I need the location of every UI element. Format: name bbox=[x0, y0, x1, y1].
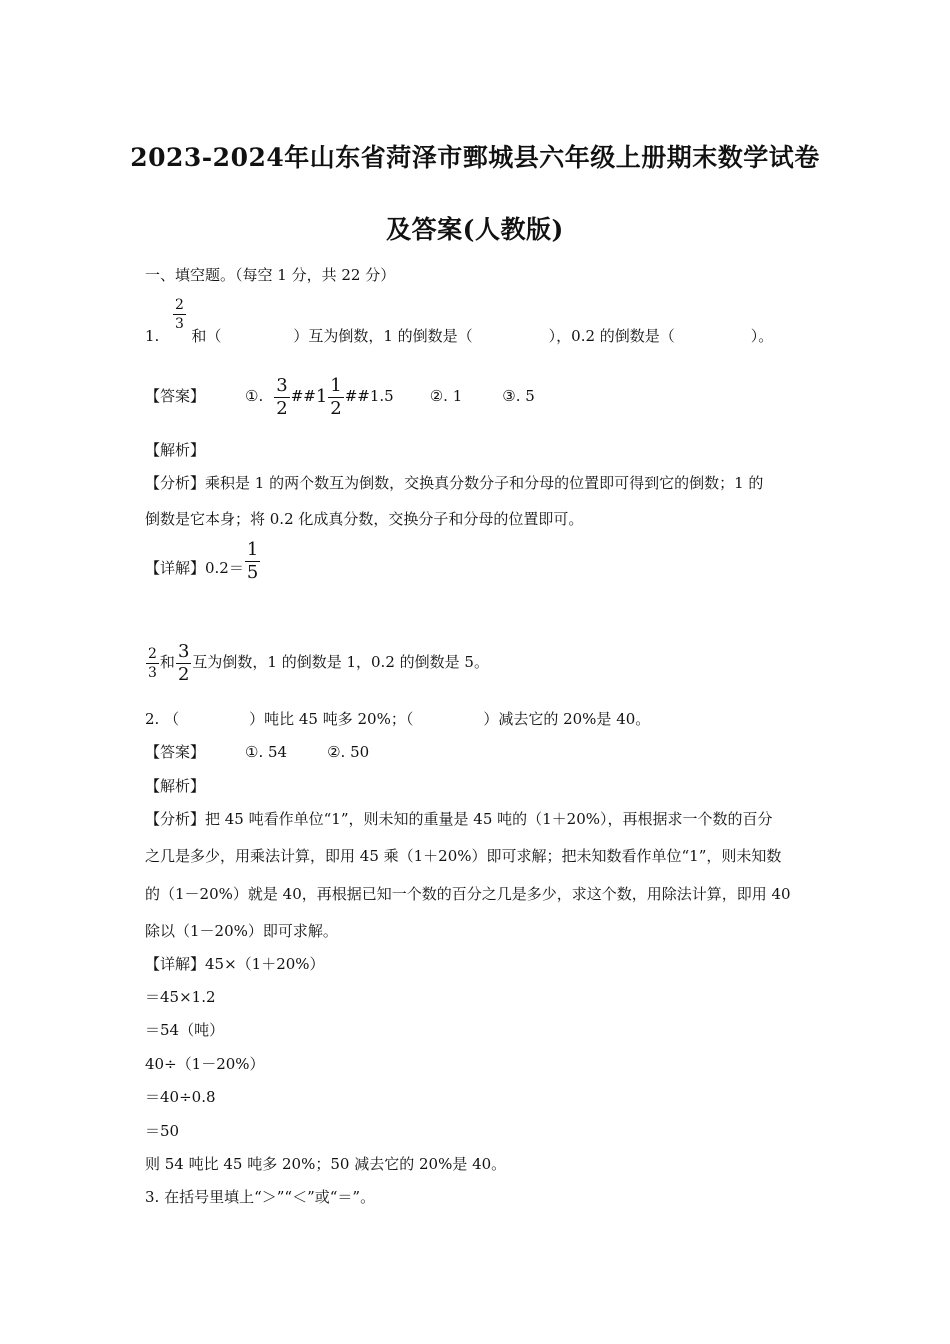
q1-conclusion-fraction-1 bbox=[146, 647, 159, 680]
question-2 bbox=[145, 709, 650, 729]
q2-detail-line: 则 54 吨比 45 吨多 20%；50 减去它的 20%是 40。 bbox=[145, 1155, 507, 1173]
q2-answer bbox=[145, 742, 369, 762]
q1-answer-mixed-denominator: 2 bbox=[330, 397, 342, 419]
q1-text-part2: ）互为倒数，1 的倒数是（ bbox=[293, 327, 473, 345]
q1-detail-fraction-numerator: 1 bbox=[246, 538, 259, 560]
q1-conclusion-fraction-1-numerator: 2 bbox=[148, 645, 157, 662]
q2-analysis-line3: 的（1－20%）就是 40，再根据已知一个数的百分之几是多少，求这个数，用除法计算，即用 40 bbox=[145, 885, 791, 903]
q1-answer-fraction-numerator: 3 bbox=[276, 374, 288, 396]
section-heading: 一、填空题。（每空 1 分，共 22 分） bbox=[145, 266, 396, 284]
q1-conclusion bbox=[145, 640, 489, 684]
q1-analysis-line1: 【分析】乘积是 1 的两个数互为倒数，交换真分数分子和分母的位置即可得到它的倒数；1 的 bbox=[145, 474, 764, 492]
question-3: 3. 在括号里填上“＞”“＜”或“＝”。 bbox=[145, 1188, 376, 1206]
q1-text-part3: ），0.2 的倒数是（ bbox=[548, 327, 675, 345]
q2-detail-line: 40÷（1－20%） bbox=[145, 1055, 265, 1073]
q2-answer-1: ①. 54 bbox=[245, 743, 288, 761]
q1-analysis-line2: 倒数是它本身；将 0.2 化成真分数，交换分子和分母的位置即可。 bbox=[145, 510, 584, 528]
q1-text-part4: ）。 bbox=[750, 327, 774, 345]
q2-text-b: ）吨比 45 吨多 20%；（ bbox=[249, 710, 414, 728]
q2-analysis-line1: 【分析】把 45 吨看作单位“1”，则未知的重量是 45 吨的（1＋20%），再根据求一个数的百分 bbox=[145, 810, 773, 828]
q1-detail-fraction bbox=[245, 538, 260, 583]
q1-conclusion-fraction-2-denominator: 2 bbox=[177, 663, 190, 685]
q1-text-part1: 和（ bbox=[191, 327, 222, 345]
q1-conclusion-rest: 互为倒数，1 的倒数是 1，0.2 的倒数是 5。 bbox=[192, 653, 489, 671]
q1-answer-separator-1: ## bbox=[290, 387, 316, 405]
q2-detail-line: 【详解】45×（1＋20%） bbox=[145, 955, 325, 973]
q1-fraction-denominator: 3 bbox=[175, 316, 184, 332]
q1-answer bbox=[145, 374, 535, 418]
q2-answer-label: 【答案】 bbox=[145, 743, 206, 761]
q1-answer-separator-2: ##1.5 bbox=[344, 387, 394, 405]
q1-conclusion-fraction-2 bbox=[176, 640, 191, 685]
q1-answer-fraction bbox=[274, 374, 289, 419]
q2-text-a: 2. （ bbox=[145, 710, 180, 728]
q1-answer-3: ③. 5 bbox=[502, 387, 535, 405]
q2-detail-line: ＝45×1.2 bbox=[145, 988, 216, 1006]
q2-detail-line: ＝50 bbox=[145, 1122, 180, 1140]
q1-answer-fraction-denominator: 2 bbox=[276, 397, 288, 419]
q1-number: 1. bbox=[145, 327, 160, 345]
question-1 bbox=[145, 326, 773, 346]
q1-detail-fraction-denominator: 5 bbox=[246, 561, 259, 583]
q1-detail bbox=[145, 538, 261, 590]
document-title-line2: 及答案(人教版) bbox=[386, 215, 564, 244]
q2-analysis-label: 【解析】 bbox=[145, 777, 206, 795]
document-title-line1: 2023-2024年山东省菏泽市鄄城县六年级上册期末数学试卷 bbox=[130, 143, 820, 172]
q1-fraction-numerator: 2 bbox=[175, 297, 184, 313]
q2-detail-line: ＝54（吨） bbox=[145, 1021, 225, 1039]
q1-conclusion-and: 和 bbox=[159, 653, 175, 671]
q1-detail-prefix: 【详解】0.2＝ bbox=[145, 559, 244, 577]
q1-conclusion-fraction-1-denominator: 3 bbox=[148, 664, 157, 681]
q1-answer-1-prefix: ①. bbox=[245, 387, 264, 405]
q1-answer-mixed-whole: 1 bbox=[315, 386, 328, 407]
q2-detail-line: ＝40÷0.8 bbox=[145, 1088, 216, 1106]
q1-answer-mixed-numerator: 1 bbox=[330, 374, 342, 396]
q2-analysis-line4: 除以（1－20%）即可求解。 bbox=[145, 922, 338, 940]
q1-answer-mixed-fraction bbox=[328, 374, 343, 419]
q1-conclusion-fraction-2-numerator: 3 bbox=[177, 640, 190, 662]
q2-text-c: ）减去它的 20%是 40。 bbox=[483, 710, 651, 728]
q2-answer-2: ②. 50 bbox=[327, 743, 370, 761]
q1-answer-label: 【答案】 bbox=[145, 387, 206, 405]
q2-analysis-line2: 之几是多少，用乘法计算，即用 45 乘（1＋20%）即可求解；把未知数看作单位“1”，则未知数 bbox=[145, 847, 782, 865]
q1-answer-2: ②. 1 bbox=[429, 387, 463, 405]
q1-analysis-label: 【解析】 bbox=[145, 441, 206, 459]
